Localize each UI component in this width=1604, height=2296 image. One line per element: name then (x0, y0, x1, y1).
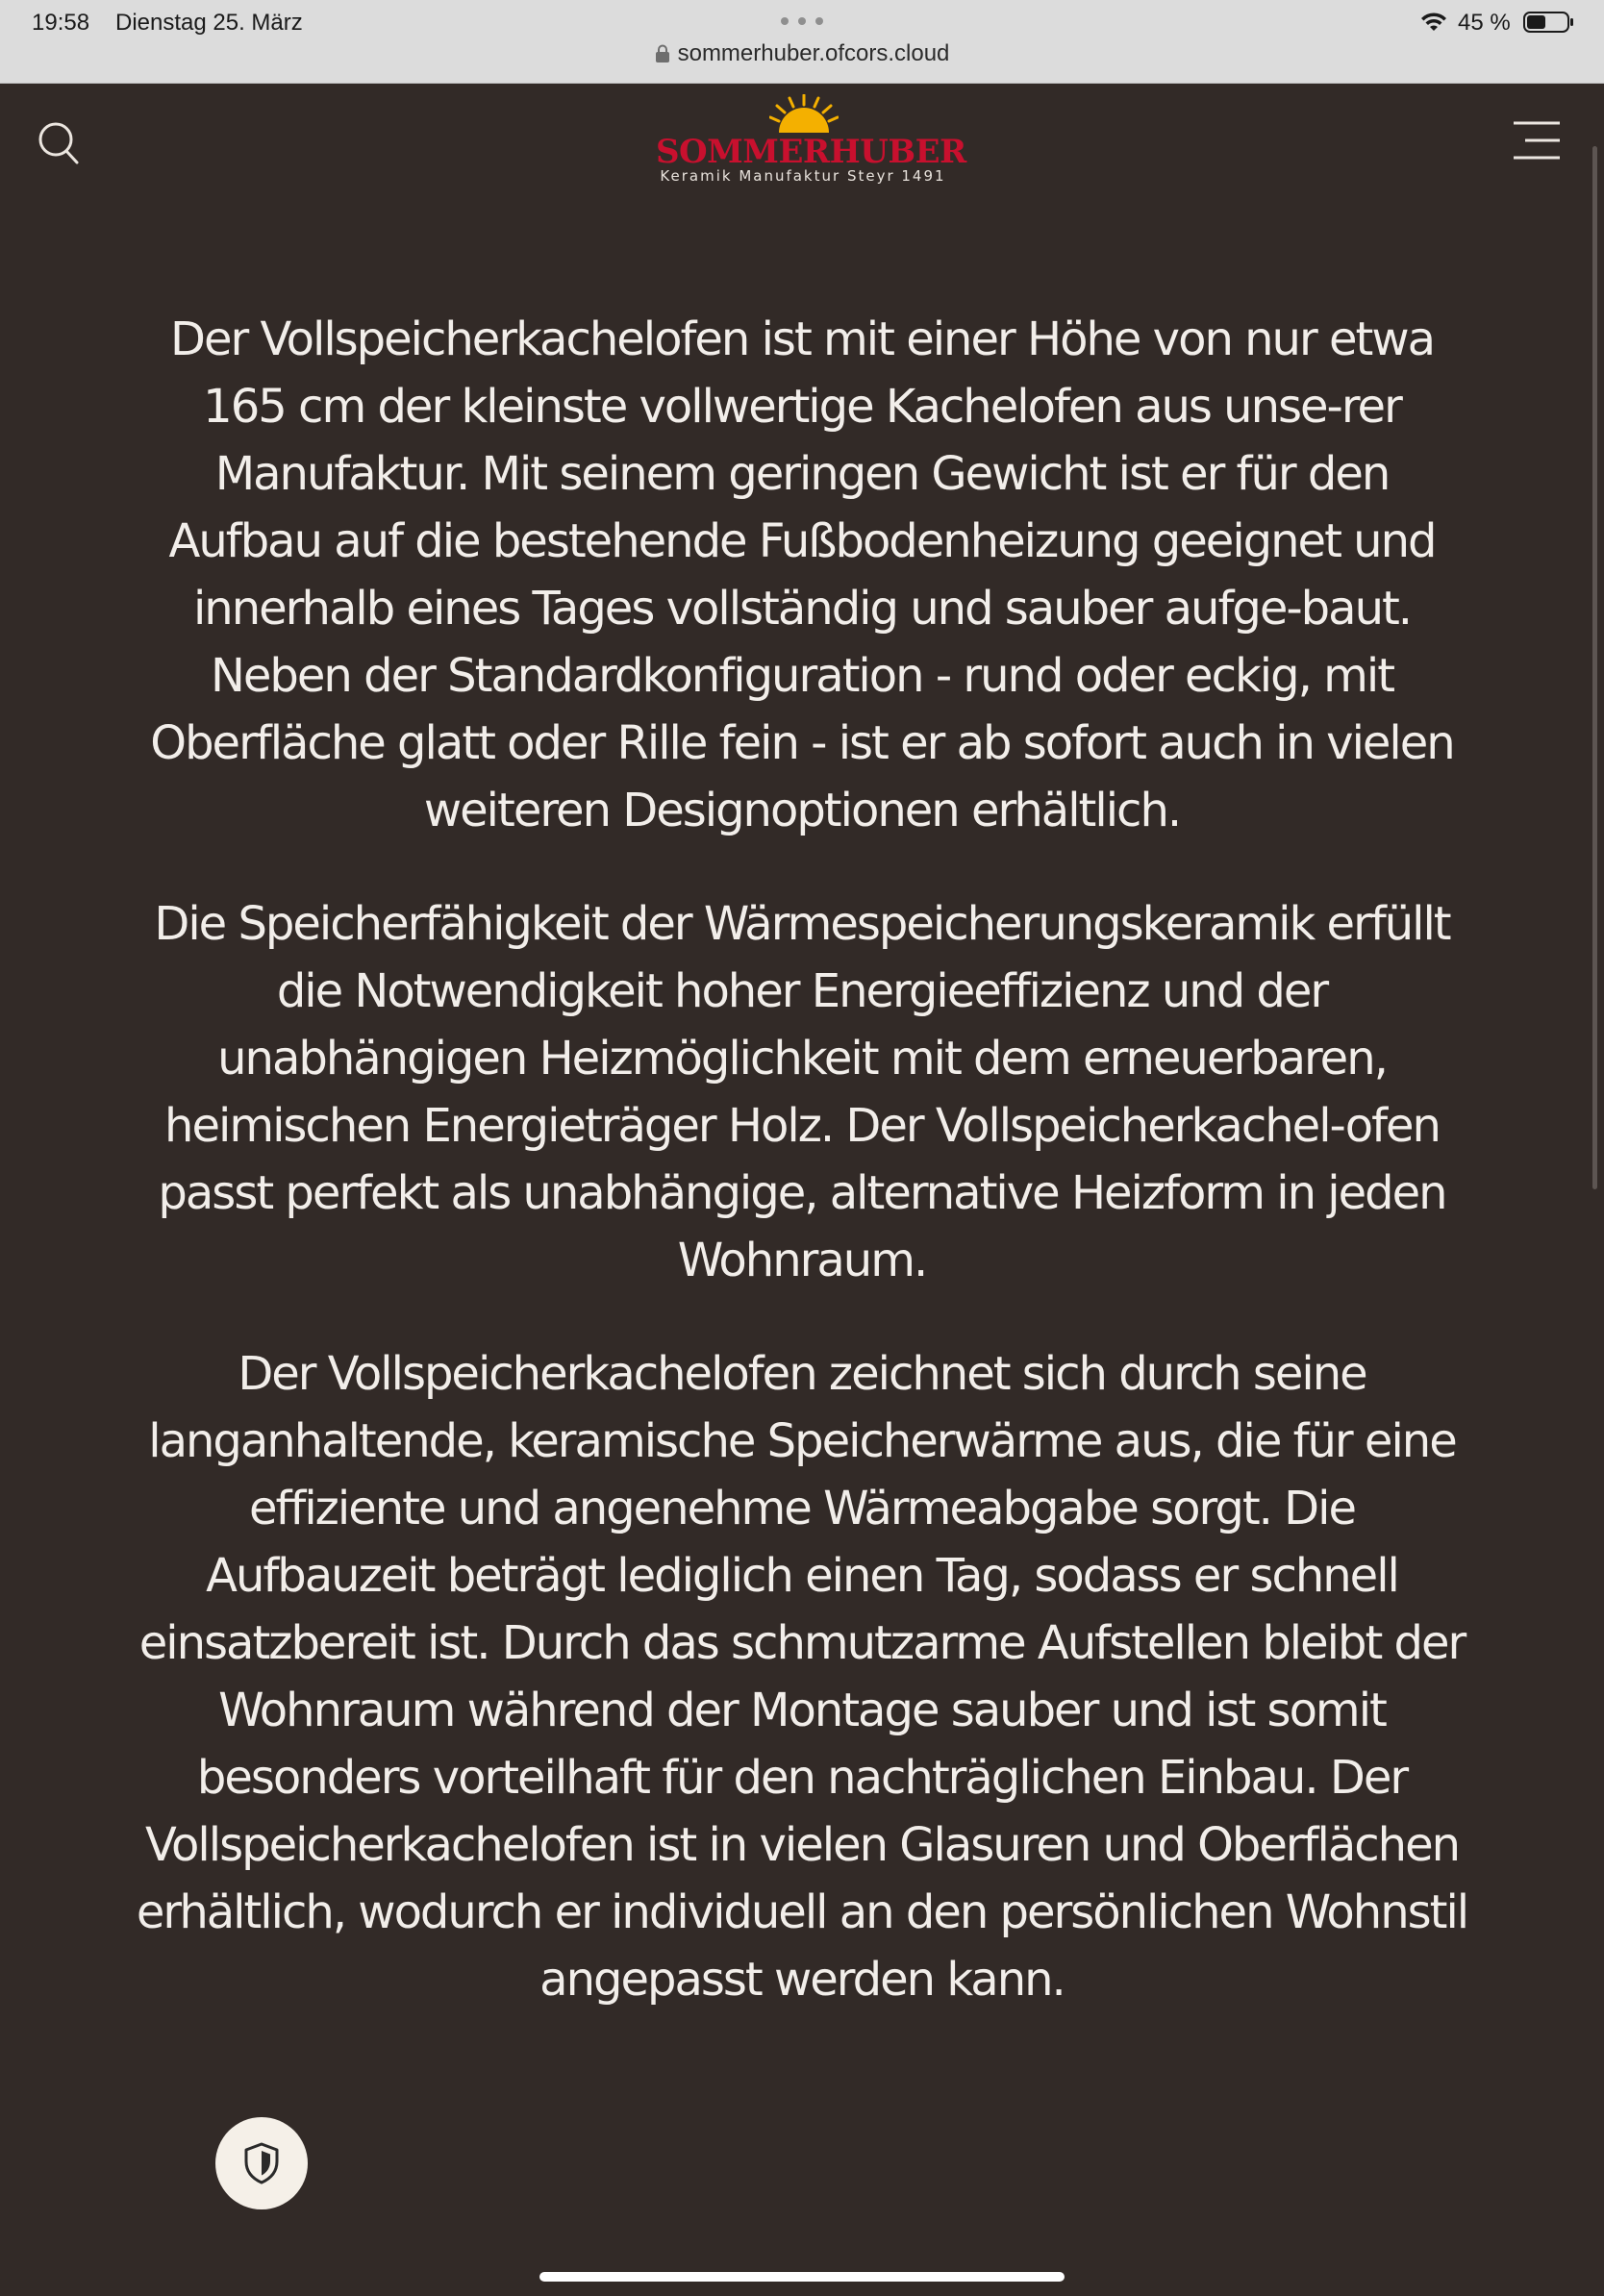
privacy-settings-button[interactable] (215, 2117, 308, 2209)
paragraph-benefits: Der Vollspeicherkachelofen zeichnet sich durch seine langanhaltende, keramische Speicherwärme aus, die für eine effiziente und angenehme Wärmeabgabe sorgt. Die Aufbauzeit beträgt lediglich einen Tag, sodass er schnell einsatzbereit ist. Durch das schmutzarme Aufstellen bleibt der Wohnraum während der Montage sauber und ist somit besonders vorteilhaft für den nachträglichen Einbau. Der Vollspeicherkachelofen ist in vielen Glasuren und Oberflächen erhältlich, wodurch er individuell an den persönlichen Wohnstil angepasst werden kann. (136, 1347, 1468, 2007)
logo-tagline: Keramik Manufaktur Steyr 1491 (660, 167, 946, 185)
lock-icon (655, 44, 670, 63)
status-time: 19:58 (32, 10, 90, 36)
status-date: Dienstag 25. März (115, 10, 303, 36)
sun-logo-icon (769, 94, 839, 135)
status-bar (0, 0, 1604, 84)
address-bar[interactable] (0, 40, 1604, 67)
url-text: sommerhuber.ofcors.cloud (677, 40, 950, 66)
more-dots-icon[interactable] (779, 13, 825, 25)
battery-icon (1523, 12, 1575, 33)
shield-icon (242, 2142, 281, 2184)
scrollbar[interactable] (1592, 146, 1597, 1189)
hamburger-menu-icon[interactable] (1512, 120, 1562, 161)
logo-wordmark: SOMMERHUBER (656, 133, 966, 171)
brand-logo[interactable] (656, 94, 966, 188)
wifi-icon (1419, 12, 1448, 33)
search-icon[interactable] (37, 119, 81, 167)
article-body (135, 306, 1469, 2059)
paragraph-intro: Der Vollspeicherkachelofen ist mit einer Höhe von nur etwa 165 cm der kleinste vollwertige Kachelofen aus unse-rer Manufaktur. Mit seinem geringen Gewicht ist er für den Aufbau auf die bestehende Fußbodenheizung geeignet und innerhalb eines Tages vollständig und sauber aufge-baut. Neben der Standardkonfiguration - rund oder eckig, mit Oberfläche glatt oder Rille fein - ist er ab sofort auch in vielen weiteren Designoptionen erhältlich. (150, 312, 1454, 837)
battery-percentage: 45 % (1458, 10, 1511, 36)
home-indicator[interactable] (539, 2272, 1065, 2282)
paragraph-storage: Die Speicherfähigkeit der Wärmespeicherungskeramik erfüllt die Notwendigkeit hoher Energieeffizienz und der unabhängigen Heizmöglichkeit mit dem erneuerbaren, heimischen Energieträger Holz. Der Vollspeicherkachel-ofen passt perfekt als unabhängige, alternative Heizform in jeden Wohnraum. (154, 897, 1450, 1287)
